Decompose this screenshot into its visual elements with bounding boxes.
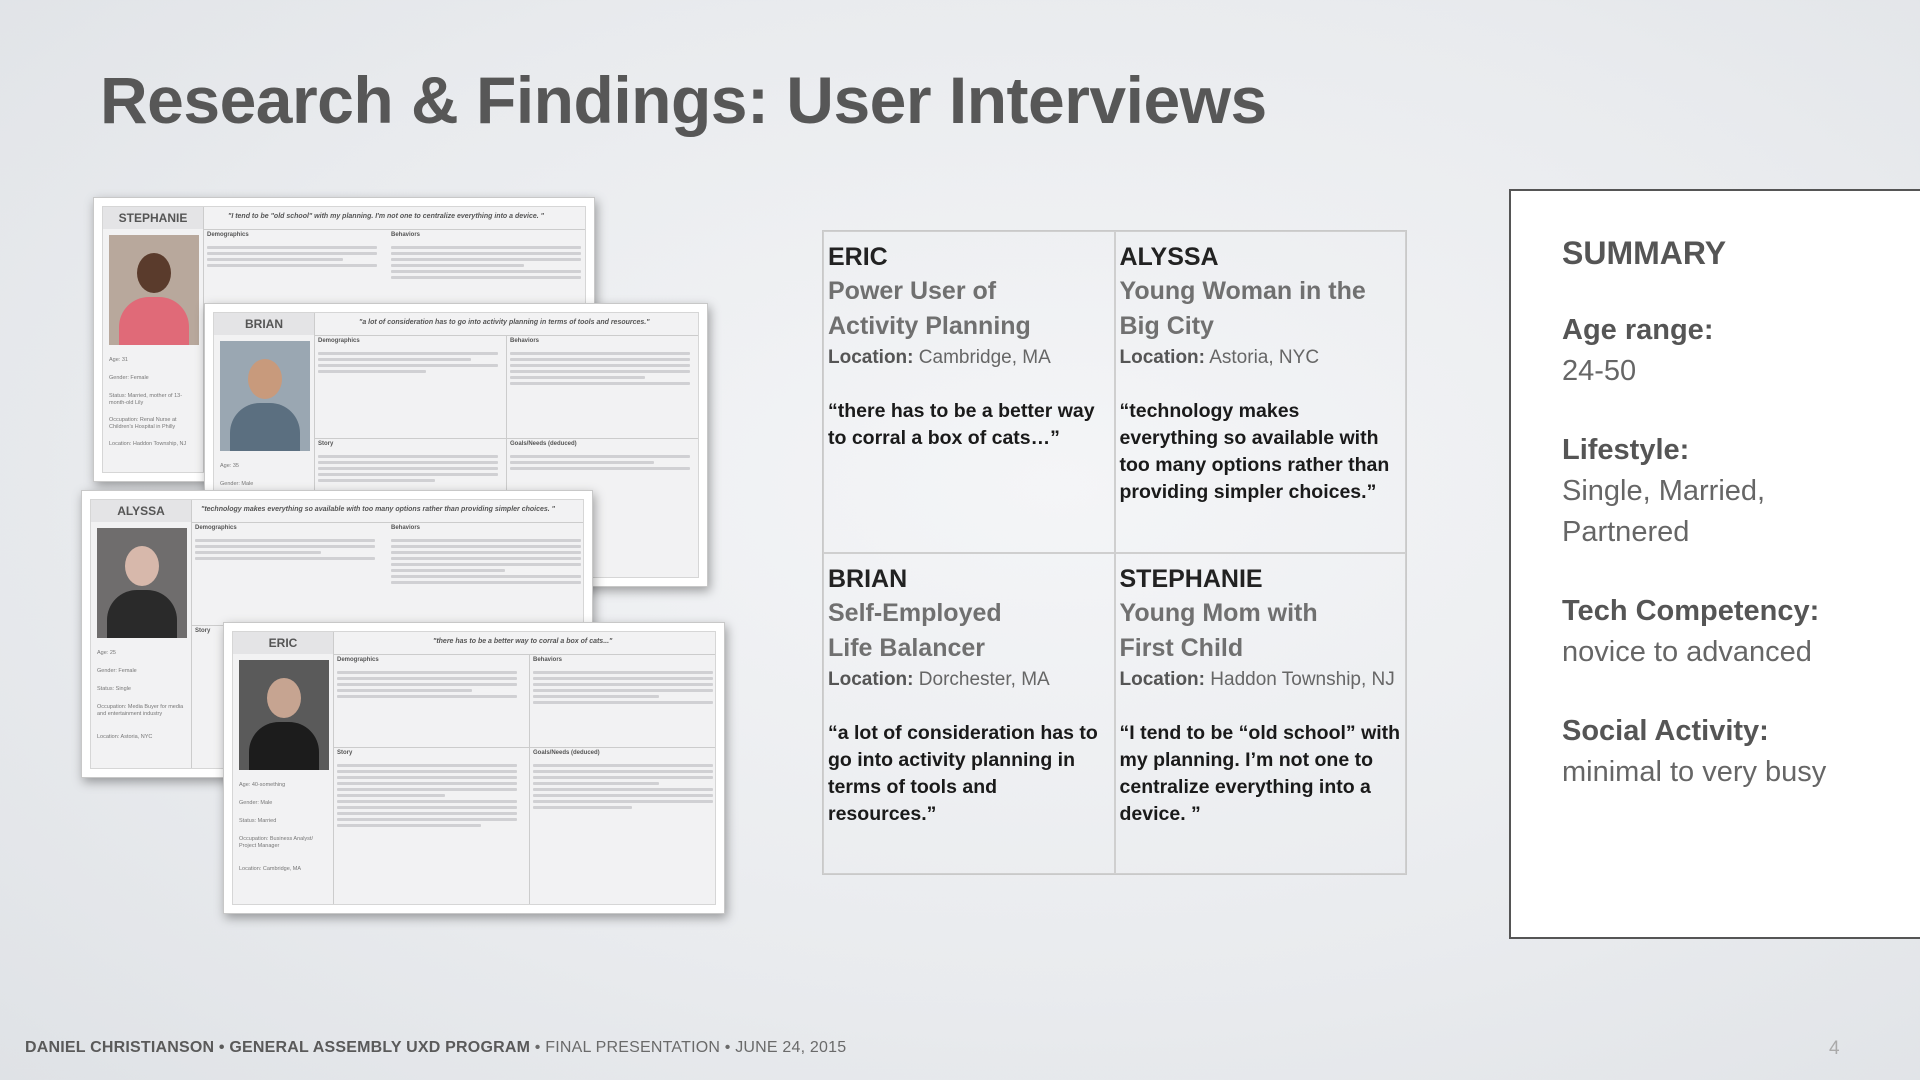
card-name: ERIC	[233, 632, 334, 654]
card-quote: "there has to be a better way to corral a box of cats..."	[433, 638, 613, 645]
card-text-lines	[207, 243, 377, 270]
persona-role: Young Woman in the	[1119, 277, 1366, 305]
card-behaviors-label: Behaviors	[510, 338, 540, 344]
persona-cell-stephanie	[1115, 553, 1407, 875]
card-quote: "I tend to be "old school" with my planning. I'm not one to centralize everything into a device. "	[228, 213, 544, 220]
card-occupation: Occupation: Business Analyst/ Project Manager	[239, 836, 313, 849]
card-text-lines	[510, 452, 690, 473]
persona-location: Location: Dorchester, MA	[828, 668, 1050, 690]
summary-lifestyle-value: Single, Married, Partnered	[1562, 475, 1766, 548]
card-text-lines	[318, 452, 498, 485]
card-name: BRIAN	[214, 313, 315, 335]
card-goals-label: Goals/Needs (deduced)	[533, 750, 600, 756]
card-text-lines	[510, 349, 690, 388]
card-demographics-label: Demographics	[195, 525, 237, 531]
card-gender: Gender: Male	[220, 481, 254, 487]
card-text-lines	[391, 536, 581, 587]
summary-social-label: Social Activity:	[1562, 715, 1769, 747]
persona-cell-alyssa	[1115, 231, 1407, 553]
slide-title: Research & Findings: User Interviews	[100, 63, 1267, 137]
card-location: Location: Cambridge, MA	[239, 866, 302, 872]
persona-role: First Child	[1119, 633, 1244, 662]
card-gender: Gender: Female	[109, 375, 149, 381]
persona-quote: “technology makes everything so available with too many options rather than providing simpler choices.”	[1119, 400, 1390, 503]
card-story-label: Story	[318, 441, 334, 447]
summary-lifestyle-label: Lifestyle:	[1562, 434, 1690, 466]
card-age: Age: 31	[109, 357, 128, 363]
persona-role: Activity Planning	[828, 312, 1031, 340]
card-text-lines	[337, 668, 517, 701]
card-age: Age: 25	[97, 650, 116, 656]
card-demographics-label: Demographics	[318, 338, 360, 344]
card-text-lines	[195, 536, 375, 563]
persona-grid	[822, 230, 1407, 875]
summary-age-label: Age range:	[1562, 314, 1714, 346]
card-quote: "a lot of consideration has to go into activity planning in terms of tools and resources."	[359, 319, 650, 326]
summary-box	[1509, 189, 1920, 939]
card-status: Status: Married, mother of 13-month-old Lily	[109, 393, 183, 406]
card-behaviors-label: Behaviors	[391, 232, 421, 238]
card-goals-label: Goals/Needs (deduced)	[510, 441, 577, 447]
summary-social-value: minimal to very busy	[1562, 756, 1827, 788]
card-text-lines	[337, 761, 517, 830]
persona-role: Young Mom with	[1119, 598, 1318, 627]
card-behaviors-label: Behaviors	[391, 525, 421, 531]
persona-card-eric	[223, 622, 725, 914]
card-text-lines	[533, 668, 713, 707]
persona-name: ERIC	[828, 243, 888, 271]
summary-age-value: 24-50	[1562, 355, 1637, 387]
card-text-lines	[318, 349, 498, 376]
persona-name: STEPHANIE	[1119, 564, 1263, 593]
card-occupation: Occupation: Renal Nurse at Children's Hospital in Philly	[109, 417, 177, 430]
persona-photo	[97, 528, 187, 638]
card-text-lines	[391, 243, 581, 282]
persona-cell-eric	[823, 231, 1115, 553]
persona-cell-brian	[823, 553, 1115, 875]
card-text-lines	[533, 761, 713, 812]
card-demographics-label: Demographics	[207, 232, 249, 238]
persona-role: Self-Employed	[828, 598, 1002, 627]
card-quote: "technology makes everything so available with too many options rather than providing simpler choices. "	[201, 506, 555, 513]
persona-photo	[109, 235, 199, 345]
persona-photo	[239, 660, 329, 770]
card-demographics-label: Demographics	[337, 657, 379, 663]
slide-footer: DANIEL CHRISTIANSON • GENERAL ASSEMBLY UXD PROGRAM • FINAL PRESENTATION • JUNE 24, 2015	[25, 1039, 847, 1056]
persona-photo	[220, 341, 310, 451]
persona-name: ALYSSA	[1119, 243, 1219, 271]
persona-location: Location: Haddon Township, NJ	[1119, 668, 1395, 690]
card-name: ALYSSA	[91, 500, 192, 522]
summary-tech-value: novice to advanced	[1562, 636, 1812, 668]
page-number: 4	[1829, 1038, 1840, 1059]
card-occupation: Occupation: Media Buyer for media and entertainment industry	[97, 704, 184, 717]
persona-location: Location: Astoria, NYC	[1119, 347, 1320, 368]
persona-name: BRIAN	[828, 564, 908, 593]
persona-role: Life Balancer	[828, 633, 986, 662]
persona-location: Location: Cambridge, MA	[828, 347, 1051, 368]
card-name: STEPHANIE	[103, 207, 204, 229]
persona-role: Big City	[1119, 312, 1214, 340]
card-gender: Gender: Female	[97, 668, 137, 674]
summary-title: SUMMARY	[1562, 235, 1727, 271]
card-location: Location: Haddon Township, NJ	[109, 441, 187, 447]
persona-role: Power User of	[828, 277, 997, 305]
card-age: Age: 35	[220, 463, 239, 469]
card-story-label: Story	[195, 628, 211, 634]
card-behaviors-label: Behaviors	[533, 657, 563, 663]
persona-quote: “there has to be a better way to corral a box of cats…”	[828, 400, 1095, 449]
card-gender: Gender: Male	[239, 800, 273, 806]
card-status: Status: Single	[97, 686, 131, 692]
card-status: Status: Married	[239, 818, 277, 824]
persona-quote: “a lot of consideration has to go into activity planning in terms of tools and resources.”	[828, 721, 1098, 825]
summary-tech-label: Tech Competency:	[1562, 595, 1820, 627]
card-story-label: Story	[337, 750, 353, 756]
card-age: Age: 40-something	[239, 782, 286, 788]
persona-quote: “I tend to be “old school” with my planning. I’m not one to centralize everything into a device. ”	[1119, 721, 1401, 825]
card-location: Location: Astoria, NYC	[97, 734, 153, 740]
